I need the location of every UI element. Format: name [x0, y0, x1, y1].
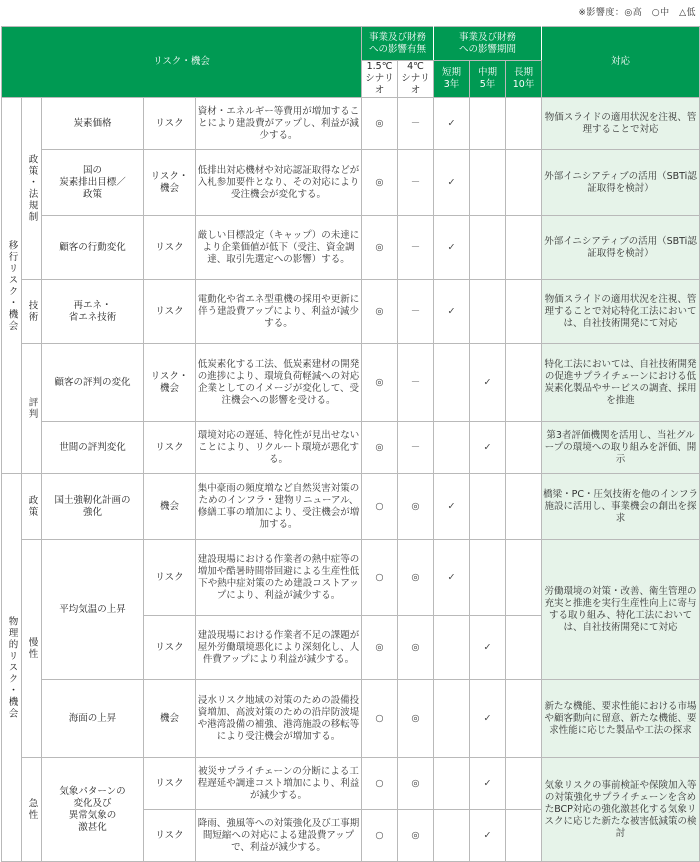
header-impact-period: 事業及び財務 への影響期間	[434, 27, 542, 61]
period-long	[506, 422, 542, 474]
period-long	[506, 216, 542, 280]
risk-description: 低炭素化する工法、低炭素建材の開発の進捗により、環境負荷軽減への対応企業としてのイメージが変化して、受注機会への影響を受ける。	[196, 344, 362, 422]
impact-4: －	[398, 98, 434, 150]
risk-description: 電動化や省エネ型重機の採用や更新に伴う建設費アップにより、利益が減少する。	[196, 280, 362, 344]
impact-1-5: ◎	[362, 216, 398, 280]
impact-4: －	[398, 216, 434, 280]
risk-type: リスク	[144, 280, 196, 344]
header-mid-term: 中期 5年	[470, 61, 506, 98]
risk-description: 建設現場における作業者の熱中症等の増加や酷暑時間帯回避による生産性低下や熱中症対策のため建設コストアップにより、利益が減少する。	[196, 540, 362, 616]
risk-type: リスク・ 機会	[144, 344, 196, 422]
risk-description: 集中豪雨の頻度増など自然災害対策のためのインフラ・建物リニューアル、修繕工事の増加により、受注機会が増加する。	[196, 474, 362, 540]
impact-1-5: ○	[362, 474, 398, 540]
risk-description: 資材・エネルギー等費用が増加することにより建設費がアップし、利益が減少する。	[196, 98, 362, 150]
table-row	[2, 540, 700, 616]
risk-type: リスク・ 機会	[144, 150, 196, 216]
subcategory-technology: 技術	[22, 280, 42, 344]
risk-description: 厳しい目標設定（キャップ）の未達により企業価値が低下（受注、資金調達、取引先選定への影響）する。	[196, 216, 362, 280]
response-text: 物価スライドの適用状況を注視、管理することで対応	[542, 98, 700, 150]
impact-4: －	[398, 344, 434, 422]
header-scenario-4: 4℃ シナリオ	[398, 61, 434, 98]
impact-4: ◎	[398, 616, 434, 680]
risk-type: 機会	[144, 680, 196, 758]
table-row	[2, 422, 700, 474]
period-short: ✓	[434, 98, 470, 150]
period-short: ✓	[434, 474, 470, 540]
header-long-term: 長期 10年	[506, 61, 542, 98]
risk-description: 浸水リスク地域の対策のための設備投資増加、高波対策のための沿岸防波堤や港湾設備の補強、港湾施設の移転等により受注機会が増加する。	[196, 680, 362, 758]
response-text: 外部イニシアティブの活用（SBTi認証取得を検討）	[542, 216, 700, 280]
header-short-term: 短期 3年	[434, 61, 470, 98]
subcategory-chronic: 慢性	[22, 540, 42, 758]
subcategory-reputation: 評判	[22, 344, 42, 474]
period-short: ✓	[434, 150, 470, 216]
category-transition: 移行リスク・機会	[2, 98, 22, 474]
header-impact-presence: 事業及び財務 への影響有無	[362, 27, 434, 61]
period-long	[506, 758, 542, 810]
risk-item: 世間の評判変化	[42, 422, 144, 474]
period-mid: ✓	[470, 758, 506, 810]
risk-description: 被災サプライチェーンの分断による工程遅延や調達コスト増加により、利益が減少する。	[196, 758, 362, 810]
period-short	[434, 344, 470, 422]
period-long	[506, 98, 542, 150]
risk-item: 再エネ・ 省エネ技術	[42, 280, 144, 344]
risk-type: 機会	[144, 474, 196, 540]
period-short: ✓	[434, 540, 470, 616]
table-row	[2, 758, 700, 810]
response-text: 新たな機能、要求性能における市場や顧客動向に留意、新たな機能、要求性能に応じた製品や工法の探求	[542, 680, 700, 758]
impact-1-5: ◎	[362, 150, 398, 216]
period-long	[506, 474, 542, 540]
period-mid	[470, 474, 506, 540]
risk-type: リスク	[144, 422, 196, 474]
period-mid: ✓	[470, 344, 506, 422]
period-short: ✓	[434, 216, 470, 280]
risk-description: 降雨、強風等への対策強化及び工事期間短縮への対応による建設費アップで、利益が減少する。	[196, 810, 362, 862]
period-long	[506, 150, 542, 216]
risk-type: リスク	[144, 810, 196, 862]
impact-4: ◎	[398, 810, 434, 862]
period-mid	[470, 150, 506, 216]
impact-1-5: ○	[362, 680, 398, 758]
period-mid: ✓	[470, 616, 506, 680]
period-mid: ✓	[470, 422, 506, 474]
period-long	[506, 810, 542, 862]
period-short	[434, 616, 470, 680]
impact-1-5: ○	[362, 540, 398, 616]
impact-4: －	[398, 422, 434, 474]
period-long	[506, 540, 542, 616]
risk-item: 気象パターンの 変化及び 異常気象の 激甚化	[42, 758, 144, 862]
period-short	[434, 680, 470, 758]
period-long	[506, 616, 542, 680]
risk-item: 顧客の行動変化	[42, 216, 144, 280]
period-mid	[470, 280, 506, 344]
subcategory-policy-law: 政策・法規制	[22, 98, 42, 280]
risk-item: 顧客の評判の変化	[42, 344, 144, 422]
period-mid: ✓	[470, 680, 506, 758]
impact-4: ◎	[398, 540, 434, 616]
subcategory-policy: 政策	[22, 474, 42, 540]
impact-4: ◎	[398, 758, 434, 810]
risk-item: 炭素価格	[42, 98, 144, 150]
response-text: 第3者評価機関を活用し、当社グループの環境への取り組みを評価、開示	[542, 422, 700, 474]
table-row	[2, 216, 700, 280]
period-mid	[470, 540, 506, 616]
period-long	[506, 280, 542, 344]
risk-type: リスク	[144, 616, 196, 680]
period-long	[506, 680, 542, 758]
impact-1-5: ○	[362, 810, 398, 862]
category-physical: 物理的リスク・機会	[2, 474, 22, 862]
header-risk-opportunity: リスク・機会	[2, 27, 362, 98]
risk-item: 国土強靭化計画の 強化	[42, 474, 144, 540]
period-short: ✓	[434, 280, 470, 344]
impact-legend: ※影響度：◎高 ○中 △低	[578, 8, 696, 18]
impact-4: －	[398, 280, 434, 344]
impact-1-5: ○	[362, 758, 398, 810]
impact-1-5: ◎	[362, 280, 398, 344]
response-text: 労働環境の対策・改善、衛生管理の充実と推進を実行生産性向上に寄与する取り組み、特化工法においては、自社技術開発にて対応	[542, 540, 700, 680]
risk-type: リスク	[144, 216, 196, 280]
response-text: 物価スライドの適用状況を注視、管理することで対応特化工法においては、自社技術開発にて対応	[542, 280, 700, 344]
impact-4: ◎	[398, 474, 434, 540]
table-row	[2, 344, 700, 422]
response-text: 橋梁・PC・圧気技術を他のインフラ施設に活用し、事業機会の創出を探求	[542, 474, 700, 540]
risk-description: 低排出対応機材や対応認証取得などが入札参加要件となり、その対応により受注機会が変化する。	[196, 150, 362, 216]
period-long	[506, 344, 542, 422]
risk-type: リスク	[144, 540, 196, 616]
risk-item: 海面の上昇	[42, 680, 144, 758]
period-short	[434, 422, 470, 474]
response-text: 特化工法においては、自社技術開発の促進サプライチェーンにおける低炭素化製品やサービスの調査、採用を推進	[542, 344, 700, 422]
table-row	[2, 150, 700, 216]
table-row	[2, 680, 700, 758]
table-row	[2, 474, 700, 540]
response-text: 外部イニシアティブの活用（SBTi認証取得を検討）	[542, 150, 700, 216]
risk-item: 平均気温の上昇	[42, 540, 144, 680]
risk-item: 国の 炭素排出目標／ 政策	[42, 150, 144, 216]
impact-1-5: ◎	[362, 422, 398, 474]
header-response: 対応	[542, 27, 700, 98]
climate-risk-table	[1, 26, 700, 862]
table-row	[2, 98, 700, 150]
period-short	[434, 758, 470, 810]
impact-1-5: ◎	[362, 98, 398, 150]
risk-type: リスク	[144, 758, 196, 810]
table-row	[2, 280, 700, 344]
response-text: 気象リスクの事前検証や保険加入等の対策強化サプライチェーンを含めたBCP対応の強化激甚化する気象リスクに応じた新たな被害低減策の検討	[542, 758, 700, 862]
period-mid: ✓	[470, 810, 506, 862]
impact-1-5: ◎	[362, 616, 398, 680]
header-scenario-1-5: 1.5℃ シナリオ	[362, 61, 398, 98]
risk-description: 環境対応の遅延、特化性が見出せないことにより、リクルート環境が悪化する。	[196, 422, 362, 474]
impact-1-5: ◎	[362, 344, 398, 422]
risk-type: リスク	[144, 98, 196, 150]
period-mid	[470, 98, 506, 150]
impact-4: ◎	[398, 680, 434, 758]
period-mid	[470, 216, 506, 280]
impact-4: －	[398, 150, 434, 216]
risk-description: 建設現場における作業者不足の課題が屋外労働環境悪化により深刻化し、人件費アップにより利益が減少する。	[196, 616, 362, 680]
period-short	[434, 810, 470, 862]
subcategory-acute: 急性	[22, 758, 42, 862]
